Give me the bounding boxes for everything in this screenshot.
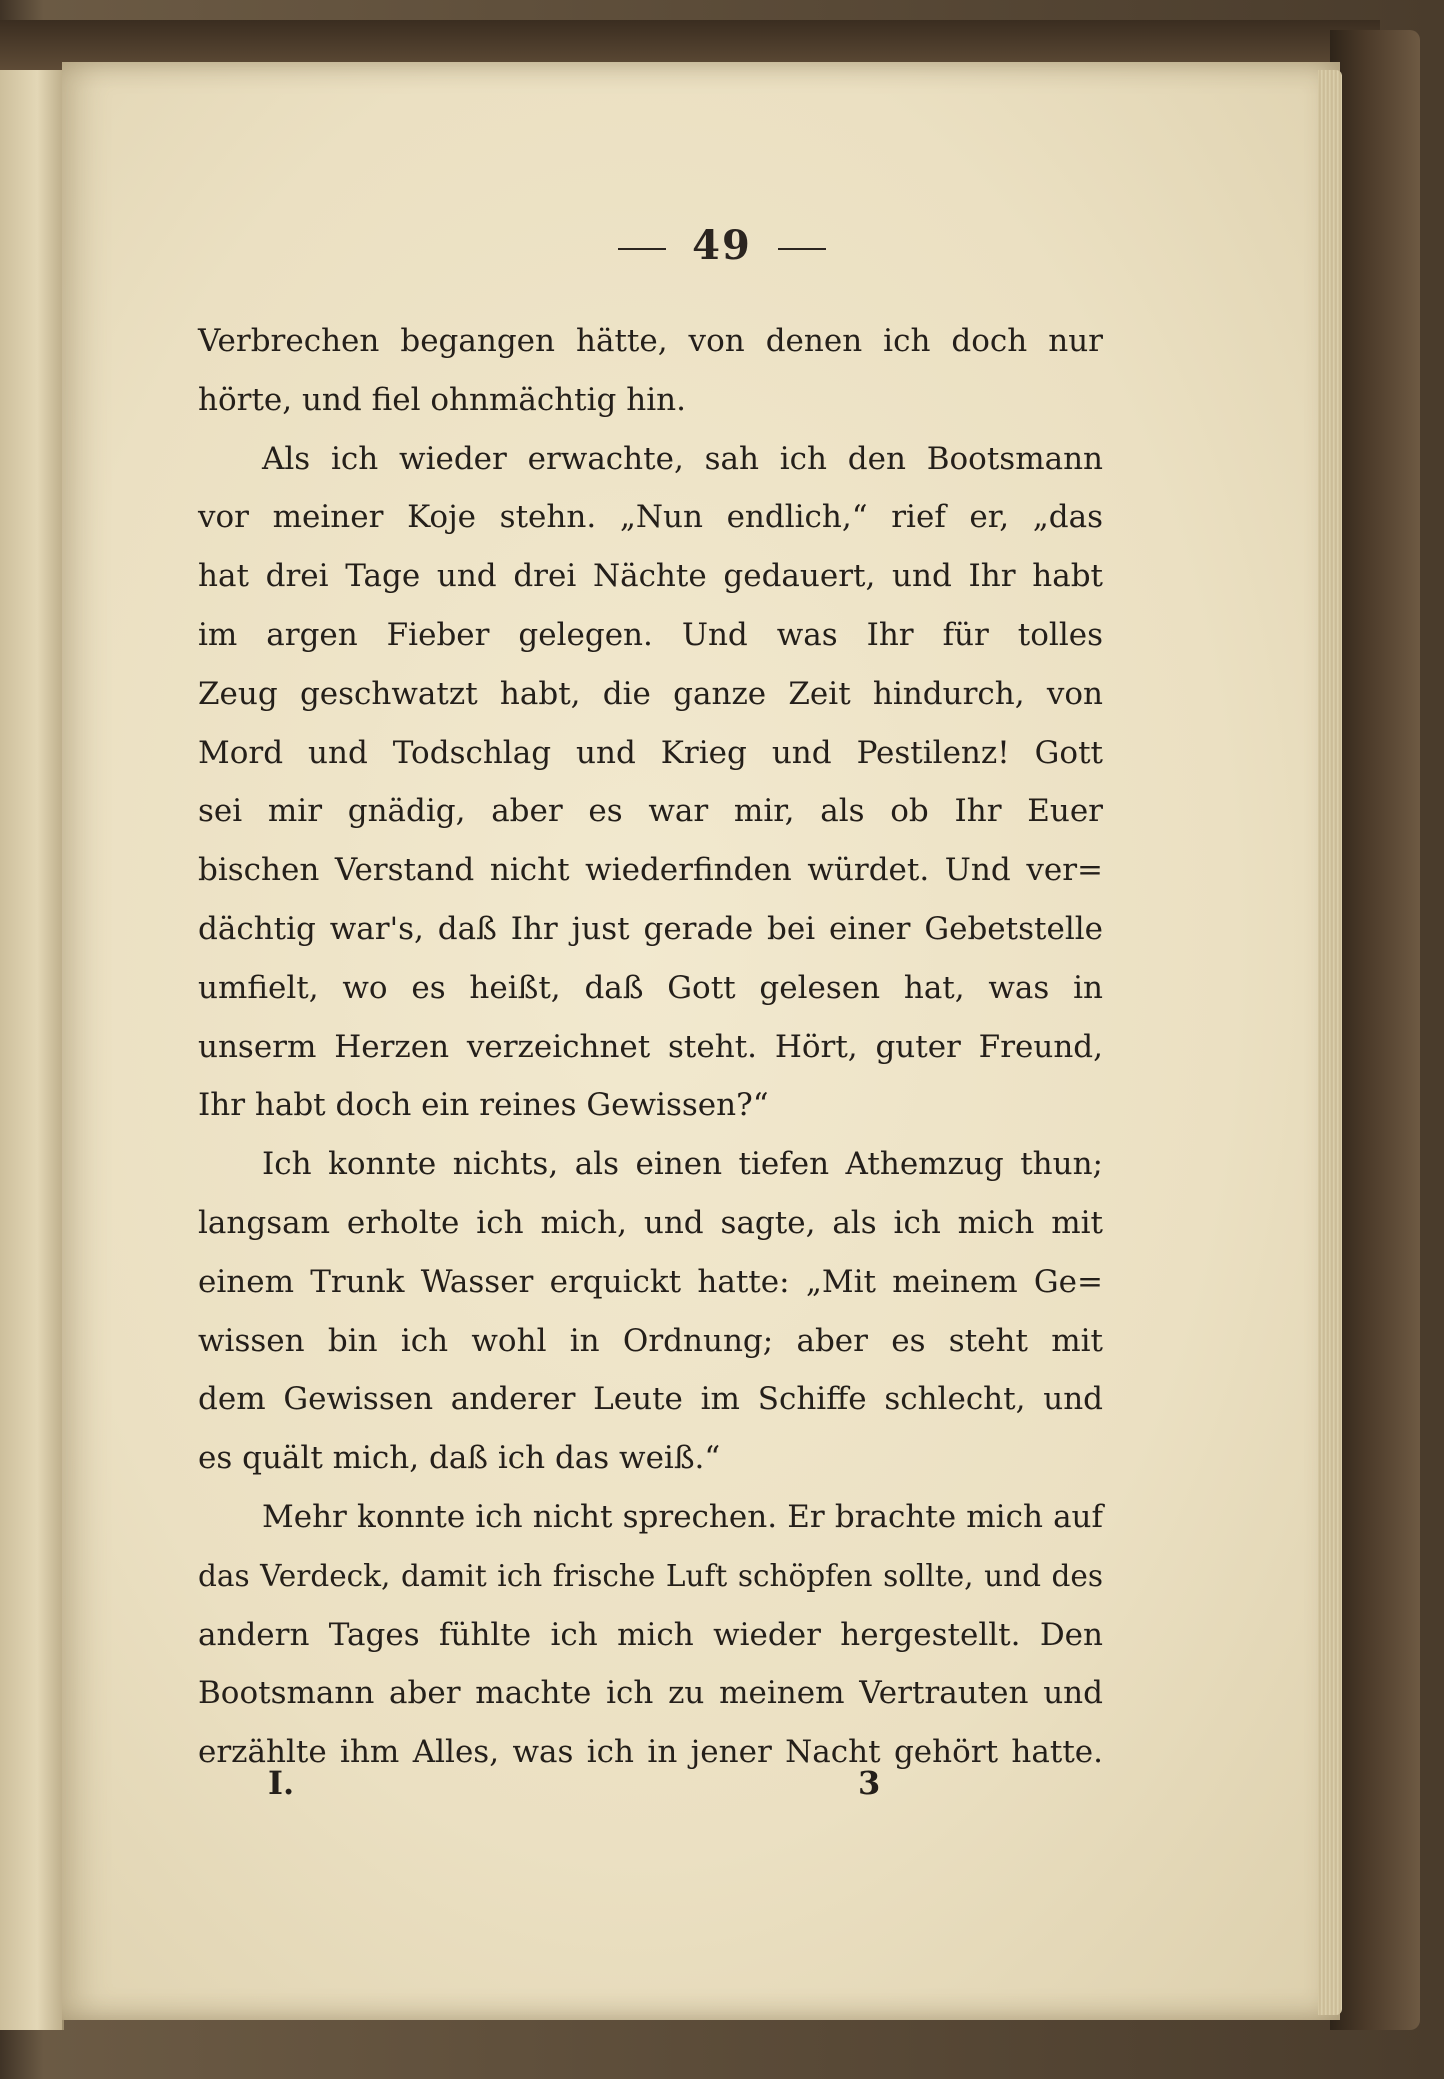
signature-volume: I. (268, 1764, 295, 1802)
text-line: hörte, und fiel ohnmächtig hin. (198, 381, 686, 418)
text-line: vor meiner Koje stehn. „Nun endlich,“ rief er, „das (198, 499, 1103, 536)
text-line: umfielt, wo es heißt, daß Gott gelesen hat, was in (198, 969, 1103, 1006)
text-line: Zeug geschwatzt habt, die ganze Zeit hindurch, von (198, 675, 1103, 712)
text-line: sei mir gnädig, aber es war mir, als ob Ihr Euer (198, 793, 1103, 830)
text-line: das Verdeck, damit ich frische Luft schöpfen sollte, und des (198, 1558, 1103, 1593)
page-number-header (0, 222, 1444, 269)
header-dash-right (778, 248, 826, 250)
left-page-edge (0, 70, 64, 2030)
signature-footer (198, 1764, 1103, 1814)
text-line: dächtig war's, daß Ihr just gerade bei einer Gebetstelle (198, 910, 1103, 947)
text-line: erzählte ihm Alles, was ich in jener Nacht gehört hatte. (198, 1734, 1103, 1771)
page-number: 49 (692, 222, 752, 269)
signature-number: 3 (858, 1764, 881, 1802)
header-dash-left (618, 248, 666, 250)
text-line: Bootsmann aber machte ich zu meinem Vertrauten und (198, 1675, 1103, 1712)
text-line: wissen bin ich wohl in Ordnung; aber es steht mit (198, 1322, 1103, 1359)
text-line: unserm Herzen verzeichnet steht. Hört, guter Freund, (198, 1028, 1103, 1065)
text-line: andern Tages fühlte ich mich wieder hergestellt. Den (198, 1616, 1103, 1653)
text-line: bischen Verstand nicht wiederfinden würdet. Und ver= (198, 852, 1103, 889)
text-line: dem Gewissen anderer Leute im Schiffe schlecht, und (198, 1381, 1103, 1418)
text-line: Mehr konnte ich nicht sprechen. Er brachte mich auf (262, 1498, 1103, 1535)
text-line: Mord und Todschlag und Krieg und Pestilenz! Gott (198, 734, 1103, 771)
text-line: einem Trunk Wasser erquickt hatte: „Mit meinem Ge= (198, 1263, 1103, 1300)
text-line: Als ich wieder erwachte, sah ich den Bootsmann (262, 440, 1103, 477)
body-text (198, 312, 1103, 1782)
text-line: Verbrechen begangen hätte, von denen ich doch nur (198, 323, 1103, 359)
text-line: es quält mich, daß ich das weiß.“ (198, 1440, 721, 1477)
text-line: Ich konnte nichts, als einen tiefen Athemzug thun; (262, 1146, 1103, 1183)
text-line: langsam erholte ich mich, und sagte, als ich mich mit (198, 1204, 1103, 1241)
text-line: im argen Fieber gelegen. Und was Ihr für tolles (198, 616, 1103, 653)
book-cover-edge (1330, 30, 1420, 2030)
text-line: Ihr habt doch ein reines Gewissen?“ (198, 1087, 769, 1124)
page-stack-edge (1318, 70, 1342, 2015)
text-line: hat drei Tage und drei Nächte gedauert, und Ihr habt (198, 558, 1103, 595)
